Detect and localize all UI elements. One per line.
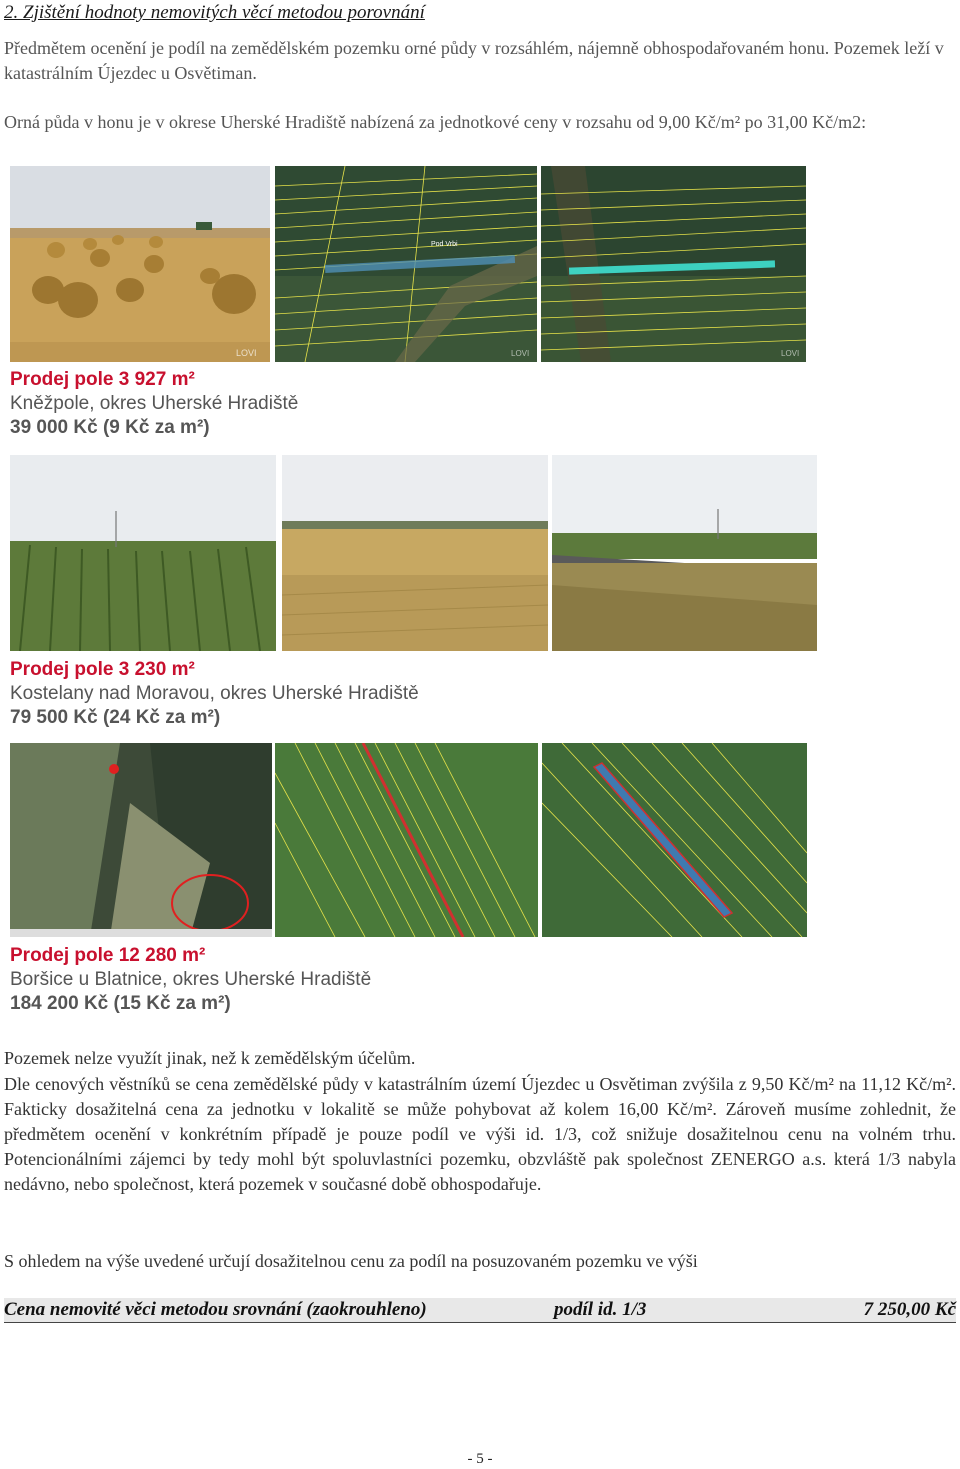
listing-location: Boršice u Blatnice, okres Uherské Hradiště	[10, 969, 372, 990]
listing-1-caption	[10, 368, 298, 440]
listing-title: Prodej pole 3 927 m²	[10, 369, 195, 390]
summary-value: 7 250,00 Kč	[863, 1299, 956, 1320]
body-paragraph-3: S ohledem na výše uvedené určují dosažitelnou cenu za podíl na posuzovaném pozemku ve výši	[4, 1251, 698, 1271]
listing-price: 79 500 Kč (24 Kč za m²)	[10, 707, 221, 728]
cadastral-map-2	[541, 166, 806, 362]
map-label: Pod Vrbi	[431, 241, 458, 248]
hay-bales-photo	[10, 166, 270, 362]
listing-2-caption	[10, 658, 419, 730]
body-paragraph-1: Pozemek nelze využít jinak, než k zemědělským účelům.	[4, 1048, 416, 1068]
listing-price: 39 000 Kč (9 Kč za m²)	[10, 417, 210, 438]
section-heading: 2. Zjištění hodnoty nemovitých věcí metodou porovnání	[4, 2, 425, 23]
svg-text:LOVI: LOVI	[781, 349, 800, 358]
intro-paragraph-1: Předmětem ocenění je podíl na zemědělském pozemku orné půdy v rozsáhlém, nájemně obhospodařovaném honu. Pozemek leží v katastrálním Újezdec u Osvětiman.	[4, 38, 944, 83]
page-number: - 5 -	[467, 1451, 493, 1467]
road-field-photo	[552, 455, 817, 651]
cadastral-map-4	[542, 743, 807, 937]
location-pin-icon	[109, 764, 119, 774]
listing-price: 184 200 Kč (15 Kč za m²)	[10, 993, 231, 1014]
summary-label: Cena nemovité věci metodou srovnání (zaokrouhleno)	[4, 1299, 427, 1320]
summary-share: podíl id. 1/3	[554, 1299, 647, 1320]
aerial-map-photo	[10, 743, 272, 937]
intro-paragraph-2: Orná půda v honu je v okrese Uherské Hradiště nabízená za jednotkové ceny v rozsahu od 9,00 Kč/m² po 31,00 Kč/m2:	[4, 112, 867, 132]
listing-location: Kostelany nad Moravou, okres Uherské Hradiště	[10, 683, 419, 704]
listing-title: Prodej pole 12 280 m²	[10, 945, 206, 966]
listing-3-caption	[10, 944, 371, 1016]
cadastral-map-1	[275, 166, 537, 362]
body-paragraph-2: Dle cenových věstníků se cena zemědělské půdy v katastrálním území Újezdec u Osvětiman zvýšila z 9,50 Kč/m² na 11,12 Kč/m². Fakticky dosažitelná cena za jednotku v lokalitě se může pohybovat až kolem 16,00 Kč/m². Zároveň musíme zohlednit, že předmětem ocenění v konkrétním případě je pouze podíl ve výši id. 1/3, což snižuje dosažitelnou cenu na volném trhu. Potencionálními zájemci by tedy mohl být spoluvlastníci pozemku, obzvláště pak společnost ZENERGO a.s. která 1/3 nabyla nedávno, nebo společnost, která pozemek v současné době obhospodařuje.	[4, 1074, 956, 1194]
listing-location: Kněžpole, okres Uherské Hradiště	[10, 393, 299, 414]
watermark-text: LOVI	[236, 348, 257, 358]
cornfield-photo	[10, 455, 276, 651]
stubble-field-photo	[282, 455, 548, 651]
price-summary-row	[4, 1298, 956, 1323]
svg-text:LOVI: LOVI	[511, 349, 530, 358]
listing-title: Prodej pole 3 230 m²	[10, 659, 195, 680]
cadastral-map-3	[275, 743, 538, 937]
